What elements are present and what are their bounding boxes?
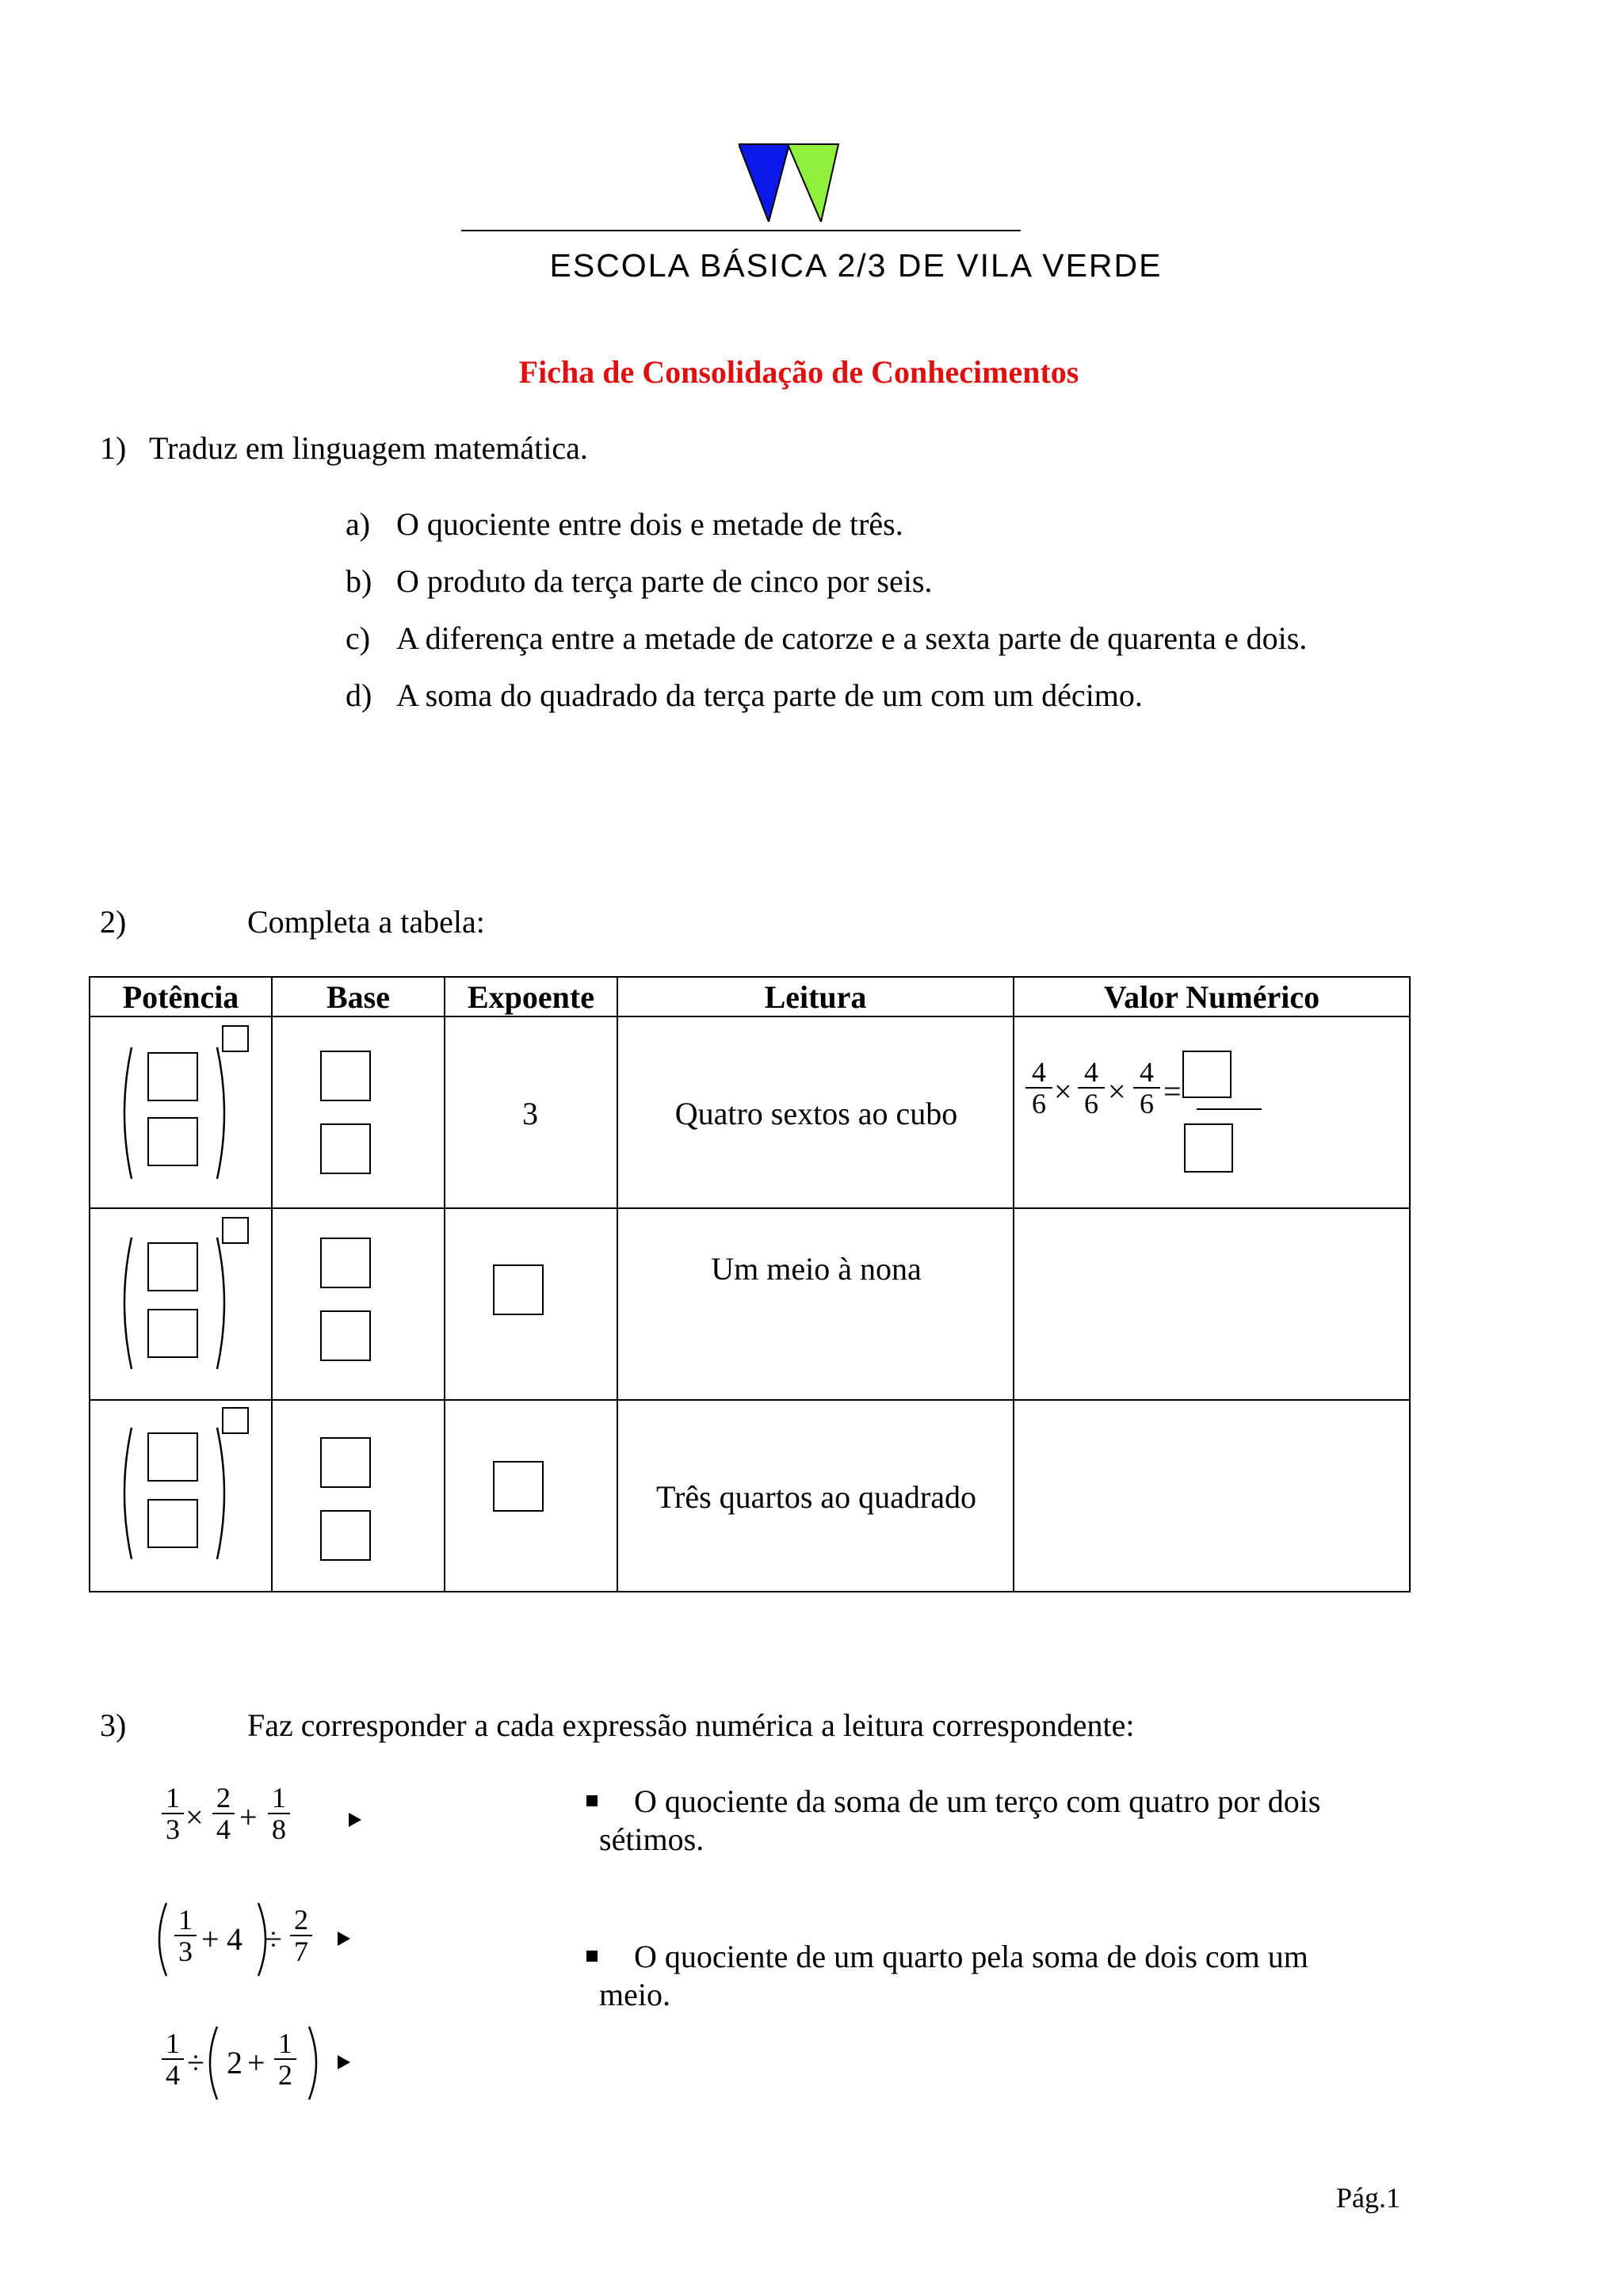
result-fraction-bar	[1197, 1108, 1262, 1110]
q1-number: 1)	[100, 430, 127, 466]
fraction	[269, 1783, 288, 1844]
fraction-denominator: 6	[1140, 1088, 1154, 1119]
school-logo	[739, 143, 850, 222]
fraction-numerator: 1	[166, 1782, 180, 1814]
times-sign: ×	[1054, 1074, 1072, 1109]
q1-item-text: A diferença entre a metade de catorze e a sexta parte de quarenta e dois.	[396, 620, 1308, 656]
q2-number: 2)	[100, 904, 127, 940]
fraction	[163, 1783, 182, 1844]
q1-item-letter: d)	[346, 677, 372, 713]
page-number: Pág.1	[1336, 2182, 1400, 2214]
denominator-blank-box[interactable]	[147, 1117, 198, 1166]
exponent-blank-box[interactable]	[222, 1217, 249, 1244]
match-arrow-icon[interactable]	[338, 2055, 350, 2069]
q1-item-letter: a)	[346, 506, 371, 542]
logo-green-triangle	[788, 144, 838, 222]
q1-item-text: A soma do quadrado da terça parte de um com um décimo.	[396, 677, 1143, 713]
logo-blue-triangle	[739, 144, 789, 222]
plus-sign: +	[201, 1921, 220, 1957]
reading-line: sétimos.	[599, 1821, 705, 1857]
q1-prompt: Traduz em linguagem matemática.	[149, 430, 588, 466]
q2-prompt: Completa a tabela:	[247, 904, 485, 940]
times-sign: ×	[1108, 1074, 1126, 1109]
fraction	[292, 1905, 311, 1966]
table-row	[90, 1208, 1410, 1400]
whole-number: 2	[227, 2045, 242, 2081]
fraction-numerator: 2	[294, 1904, 308, 1936]
header-expoente: Expoente	[445, 977, 617, 1016]
fraction	[1135, 1057, 1159, 1119]
match-arrow-icon[interactable]	[338, 1932, 350, 1946]
q1-item-letter: c)	[346, 620, 371, 656]
fraction	[176, 1905, 195, 1966]
divide-sign: ÷	[187, 2045, 204, 2081]
table-header-row	[90, 977, 1410, 1016]
header-potencia: Potência	[90, 977, 272, 1016]
base-numerator-box[interactable]	[320, 1238, 371, 1288]
reading-line: O quociente de um quarto pela soma de dois com um	[634, 1939, 1308, 1974]
divide-sign: ÷	[265, 1921, 282, 1957]
fraction-denominator: 3	[178, 1936, 193, 1967]
base-denominator-box[interactable]	[320, 1310, 371, 1361]
fraction-denominator: 6	[1084, 1088, 1098, 1119]
reading-text: Quatro sextos ao cubo	[674, 1096, 958, 1131]
fraction-numerator: 1	[166, 2027, 180, 2059]
fraction-numerator: 4	[1140, 1056, 1154, 1088]
base-denominator-box[interactable]	[320, 1123, 371, 1174]
exponent-blank-box[interactable]	[222, 1025, 249, 1052]
fraction-denominator: 4	[216, 1814, 231, 1845]
q1-item-letter: b)	[346, 563, 372, 599]
q1-item-text: O produto da terça parte de cinco por seis.	[396, 563, 933, 599]
bullet-icon	[586, 1951, 598, 1962]
plus-sign: +	[247, 2045, 265, 2081]
exponent-blank-box[interactable]	[222, 1407, 249, 1434]
exponent-answer-box[interactable]	[493, 1264, 544, 1315]
q3-prompt: Faz corresponder a cada expressão numérica a leitura correspondente:	[247, 1707, 1135, 1743]
match-arrow-icon[interactable]	[349, 1813, 361, 1827]
equals-sign: =	[1163, 1074, 1182, 1109]
header-valor-numerico: Valor Numérico	[1014, 977, 1410, 1016]
fraction-numerator: 1	[278, 2027, 292, 2059]
fraction	[1027, 1057, 1051, 1119]
numerator-blank-box[interactable]	[147, 1052, 198, 1101]
exponent-answer-box[interactable]	[493, 1461, 544, 1512]
base-denominator-box[interactable]	[320, 1510, 371, 1561]
fraction-denominator: 4	[166, 2059, 180, 2091]
reading-line: O quociente da soma de um terço com quatro por dois	[634, 1783, 1321, 1819]
q3-number: 3)	[100, 1707, 127, 1743]
fraction-denominator: 6	[1032, 1088, 1046, 1119]
plus-sign: +	[239, 1799, 258, 1835]
school-name: ESCOLA BÁSICA 2/3 DE VILA VERDE	[549, 247, 1163, 284]
fraction-numerator: 1	[272, 1782, 286, 1814]
bullet-icon	[586, 1795, 598, 1806]
base-numerator-box[interactable]	[320, 1437, 371, 1488]
fraction-numerator: 2	[216, 1782, 231, 1814]
numerator-blank-box[interactable]	[147, 1432, 198, 1482]
base-numerator-box[interactable]	[320, 1051, 371, 1101]
fraction	[1079, 1057, 1103, 1119]
header-leitura: Leitura	[617, 977, 1014, 1016]
reading-text: Três quartos ao quadrado	[655, 1479, 976, 1515]
whole-number: 4	[227, 1921, 242, 1957]
exponent-value: 3	[522, 1096, 538, 1131]
denominator-blank-box[interactable]	[147, 1499, 198, 1548]
fraction	[163, 2028, 182, 2090]
fraction-denominator: 7	[294, 1936, 308, 1967]
sheet-title: Ficha de Consolidação de Conhecimentos	[518, 354, 1079, 390]
fraction-numerator: 1	[178, 1904, 193, 1936]
fraction	[214, 1783, 233, 1844]
fraction-numerator: 4	[1032, 1056, 1046, 1088]
reading-line: meio.	[599, 1977, 670, 2012]
fraction-denominator: 8	[272, 1814, 286, 1845]
header-rule	[461, 230, 1021, 231]
result-denominator-box[interactable]	[1184, 1123, 1233, 1173]
fraction-denominator: 3	[166, 1814, 180, 1845]
header-base: Base	[272, 977, 445, 1016]
fraction-numerator: 4	[1084, 1056, 1098, 1088]
denominator-blank-box[interactable]	[147, 1309, 198, 1358]
reading-text: Um meio à nona	[711, 1251, 922, 1287]
numerator-blank-box[interactable]	[147, 1242, 198, 1291]
fraction	[276, 2028, 295, 2090]
fraction-denominator: 2	[278, 2059, 292, 2091]
q1-item-text: O quociente entre dois e metade de três.	[396, 506, 903, 542]
result-numerator-box[interactable]	[1182, 1051, 1232, 1098]
times-sign: ×	[185, 1799, 204, 1835]
